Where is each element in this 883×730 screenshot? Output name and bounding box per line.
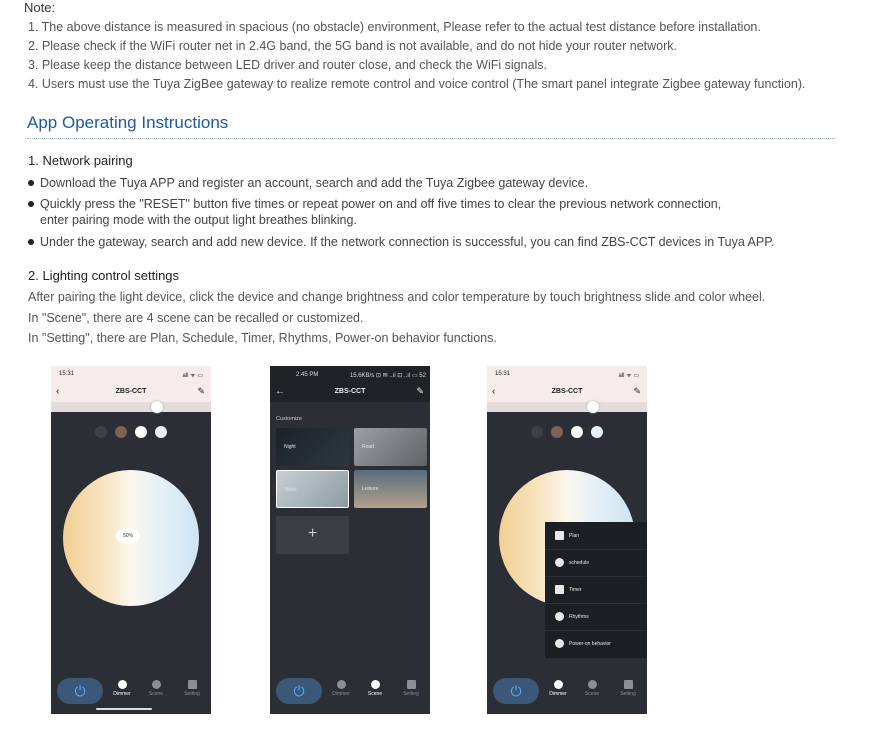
scene-icon [588,680,597,689]
note-title: Note: [24,0,56,15]
plan-icon [555,531,564,540]
edit-icon[interactable]: ✎ [197,386,205,396]
bulb-icon [337,680,346,689]
power-button[interactable]: ⏻ [57,678,103,704]
edit-icon[interactable]: ✎ [633,386,641,396]
device-title: ZBS-CCT [334,388,366,395]
scene-tile-leisure[interactable]: Leisure [354,470,427,508]
lighting-para-3: In "Setting", there are Plan, Schedule, Timer, Rhythms, Power-on behavior functions. [28,331,497,345]
lighting-title: 2. Lighting control settings [28,268,180,283]
signal-icon: all ᯤ ▭ [182,373,203,379]
tab-setting[interactable]: Setting [398,680,424,697]
customize-label: Customize [276,416,302,422]
add-scene-button[interactable]: + [276,516,349,554]
status-bar [51,366,211,384]
tab-dimmer[interactable]: Dimmer [328,680,354,697]
network-pairing-title: 1. Network pairing [28,153,133,168]
app-bar [487,384,647,402]
swatch-warm[interactable] [115,426,127,438]
swatch-off[interactable] [95,426,107,438]
grid-icon [407,680,416,689]
scene-tile-night[interactable]: Night [276,428,349,466]
status-bar [487,366,647,384]
tab-bar [487,672,647,714]
bulb-icon [554,680,563,689]
power-icon [555,639,564,648]
hourglass-icon [555,585,564,594]
section-title: App Operating Instructions [27,113,229,132]
wheel-value: 50% [116,528,140,544]
home-indicator [96,708,152,710]
signal-icon: all ᯤ ▭ [618,373,639,379]
menu-item-power-on-behavior[interactable]: Power-on behavior [545,630,647,657]
tab-dimmer[interactable]: Dimmer [545,680,571,697]
status-time: 15:31 [495,371,511,377]
setting-menu [545,522,647,658]
tab-bar [270,672,430,714]
swatch-white[interactable] [135,426,147,438]
bulb-icon [118,680,127,689]
phone-setting-screenshot [487,366,647,714]
swatch-warm[interactable] [551,426,563,438]
swatch-off[interactable] [531,426,543,438]
menu-item-plan[interactable]: Plan [545,522,647,550]
back-icon[interactable]: ‹ [56,386,60,397]
clock-icon [555,558,564,567]
scene-tile-work[interactable]: Work [276,470,349,508]
scene-icon [371,680,380,689]
swatch-cool[interactable] [591,426,603,438]
grid-icon [188,680,197,689]
device-title: ZBS-CCT [115,388,147,395]
back-icon[interactable]: ‹ [492,386,496,397]
note-line-1: 1. The above distance is measured in spacious (no obstacle) environment, Please refer to the actual test distance before installation. [28,20,761,34]
menu-item-schedule[interactable]: schedule [545,549,647,577]
grid-icon [624,680,633,689]
signal-icon: 15.6KB/s ⊡ ✉ ..ıl ⊡ ..ıl ▭ 52 [349,373,426,379]
slider-knob[interactable] [587,401,599,413]
tab-scene[interactable]: Scene [579,680,605,697]
note-line-2: 2. Please check if the WiFi router net in 2.4G band, the 5G band is not available, and do not hide your router network. [28,39,677,53]
power-button[interactable]: ⏻ [276,678,322,704]
status-time: 2:45 PM [296,372,319,378]
note-line-3: 3. Please keep the distance between LED driver and router close, and check the WiFi signals. [28,58,548,72]
lighting-para-2: In "Scene", there are 4 scene can be recalled or customized. [28,311,364,325]
network-bullet-3: Under the gateway, search and add new device. If the network connection is successful, you can find ZBS-CCT devices in Tuya APP. [28,235,774,249]
tab-scene[interactable]: Scene [143,680,169,697]
app-bar [270,384,430,402]
note-line-4: 4. Users must use the Tuya ZigBee gateway to realize remote control and voice control (The smart panel integrate Zigbee gateway function). [28,77,806,91]
tab-bar [51,672,211,714]
edit-icon[interactable]: ✎ [416,386,424,396]
tab-setting[interactable]: Setting [179,680,205,697]
power-button[interactable]: ⏻ [493,678,539,704]
slider-knob[interactable] [151,401,163,413]
menu-item-timer[interactable]: Timer [545,576,647,604]
menu-item-rhythms[interactable]: Rhythms [545,603,647,631]
scene-tile-read[interactable]: Read [354,428,427,466]
status-bar [270,366,430,384]
phone-dimmer-screenshot [51,366,211,714]
app-bar [51,384,211,402]
scene-icon [152,680,161,689]
tab-scene[interactable]: Scene [362,680,388,697]
brightness-slider[interactable] [487,402,647,412]
status-time: 15:31 [59,371,75,377]
device-title: ZBS-CCT [551,388,583,395]
swatch-white[interactable] [571,426,583,438]
swatch-cool[interactable] [155,426,167,438]
network-bullet-1: Download the Tuya APP and register an account, search and add the Tuya Zigbee gateway device. [28,176,588,190]
brightness-slider[interactable] [51,402,211,412]
rhythm-icon [555,612,564,621]
color-temperature-wheel[interactable] [63,470,199,606]
tab-setting[interactable]: Setting [615,680,641,697]
phone-scene-screenshot [270,366,430,714]
network-bullet-2-cont: enter pairing mode with the output light breathes blinking. [40,213,357,227]
section-divider [27,138,835,139]
back-icon[interactable]: ← [275,386,285,397]
lighting-para-1: After pairing the light device, click the device and change brightness and color temperature by touch brightness slide and color wheel. [28,290,766,304]
network-bullet-2: Quickly press the "RESET" button five times or repeat power on and off five times to clear the previous network connection, [28,197,721,211]
tab-dimmer[interactable]: Dimmer [109,680,135,697]
